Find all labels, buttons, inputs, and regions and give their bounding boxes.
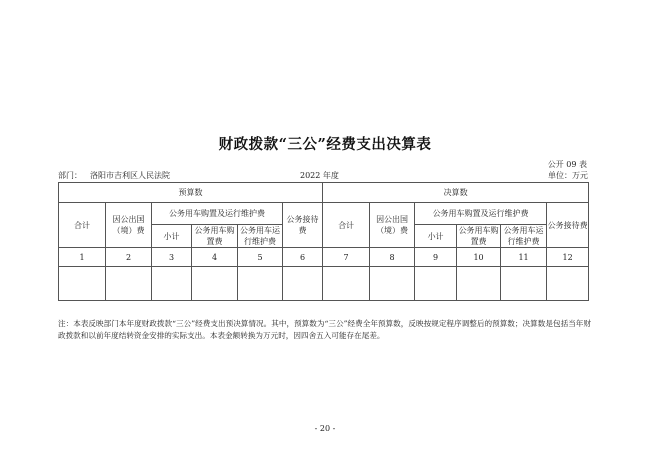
final-subtotal-header: 小计 — [415, 225, 457, 248]
column-number: 3 — [152, 248, 192, 267]
department-label: 部门： — [58, 171, 82, 180]
budget-operation-header: 公务用车运行维护费 — [238, 225, 283, 248]
budget-total-header: 合计 — [59, 203, 106, 248]
department-name: 洛阳市吉利区人民法院 — [90, 171, 170, 180]
final-group-header: 决算数 — [323, 183, 589, 203]
expenditure-table — [58, 182, 589, 301]
final-reception-header: 公务接待费 — [547, 203, 589, 248]
data-cell — [547, 267, 589, 301]
column-number: 10 — [457, 248, 501, 267]
final-purchase-header: 公务用车购置费 — [458, 226, 499, 246]
final-vehicle-group-header: 公务用车购置及运行维护费 — [415, 203, 547, 225]
column-number: 9 — [415, 248, 457, 267]
budget-reception-header: 公务接待费 — [283, 203, 323, 248]
column-number: 8 — [370, 248, 415, 267]
data-cell — [457, 267, 501, 301]
column-number: 5 — [238, 248, 283, 267]
column-number: 12 — [547, 248, 589, 267]
budget-vehicle-group-header: 公务用车购置及运行维护费 — [152, 203, 283, 225]
budget-group-header: 预算数 — [59, 183, 323, 203]
column-number: 7 — [323, 248, 370, 267]
column-number: 6 — [283, 248, 323, 267]
data-cell — [370, 267, 415, 301]
meta-row — [58, 170, 588, 182]
data-cell — [106, 267, 152, 301]
form-number: 公开 09 表 — [547, 160, 587, 169]
data-row — [59, 267, 589, 301]
unit-label: 单位：万元 — [548, 171, 588, 180]
data-cell — [283, 267, 323, 301]
data-cell — [415, 267, 457, 301]
budget-subtotal-header: 小计 — [152, 225, 192, 248]
data-cell — [152, 267, 192, 301]
budget-purchase-header: 公务用车购置费 — [192, 225, 238, 248]
final-abroad-header: 因公出国（境）费 — [370, 203, 415, 248]
table-footnote: 注：本表反映部门本年度财政拨款“三公”经费支出预决算情况。其中，预算数为“三公”经费全年预算数，反映按规定程序调整后的预算数；决算数是包括当年财政拨款和以前年度结转资金安排的实际支出。本表金额转换为万元时，因四舍五入可能存在尾差。 — [58, 319, 591, 340]
column-number: 1 — [59, 248, 106, 267]
column-number-row — [59, 248, 589, 267]
page-title: 财政拨款“三公”经费支出决算表 — [218, 136, 432, 153]
final-operation-header: 公务用车运行维护费 — [501, 225, 547, 248]
page-number: - 20 - — [314, 424, 336, 433]
budget-abroad-header: 因公出国（境）费 — [106, 203, 152, 248]
data-cell — [59, 267, 106, 301]
data-cell — [238, 267, 283, 301]
data-cell — [323, 267, 370, 301]
data-cell — [501, 267, 547, 301]
data-cell — [192, 267, 238, 301]
column-number: 11 — [501, 248, 547, 267]
final-total-header: 合计 — [323, 203, 370, 248]
fiscal-year: 2022 年度 — [300, 171, 339, 180]
column-number: 2 — [106, 248, 152, 267]
column-number: 4 — [192, 248, 238, 267]
